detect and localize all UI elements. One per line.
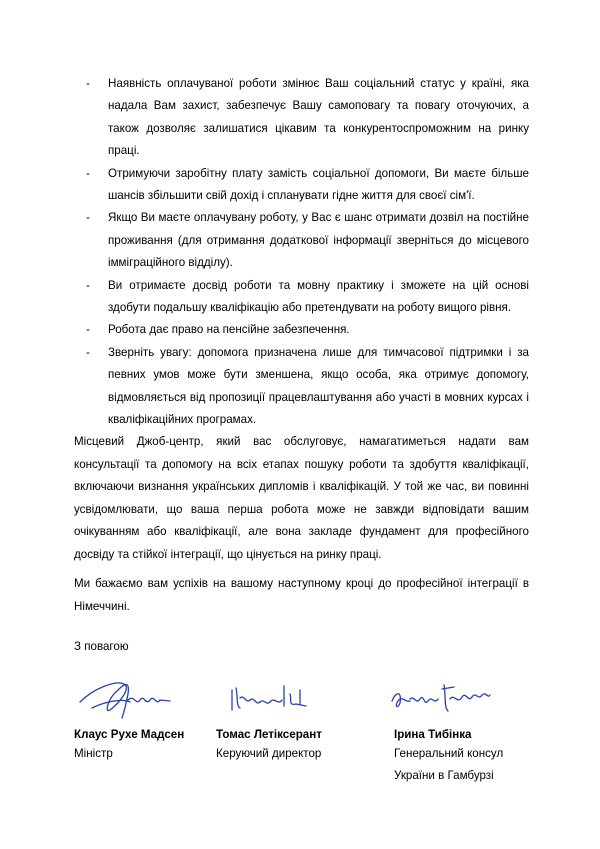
signatory-role: Міністр	[74, 747, 113, 760]
wishes-paragraph: Ми бажаємо вам успіхів на вашому наступному кроці до професійної інтеграції в Німеччині.	[74, 577, 529, 613]
bullet-dash: -	[86, 345, 90, 359]
signatory-name: Клаус Рухе Мадсен	[74, 728, 185, 741]
bullet-text: Ви отримаєте досвід роботи та мовну практику і зможете на цій основі здобути подальшу кваліфікацію або претендувати на роботу вищого рівня.	[108, 278, 529, 315]
bullet-text: Наявність оплачуваної роботи змінює Ваш соціальний статус у країні, яка надала Вам захист, забезпечує Вашу самоповагу та повагу оточуючих, а також дозволяє залишатися цікавим та конкурентоспроможним на ринку праці.	[108, 77, 529, 158]
bullet-text: Робота дає право на пенсійне забезпечення.	[108, 323, 350, 337]
signatory-role: Керуючий директор	[216, 747, 322, 760]
bullet-text: Якщо Ви маєте оплачувану роботу, у Вас є шанс отримати дозвіл на постійне проживання (для отримання додаткової інформації зверніться до місцевого імміграційного відділу).	[108, 211, 529, 270]
signature-letixerant-image	[226, 676, 316, 716]
bullet-dash: -	[86, 278, 90, 292]
closing-salutation: З повагою	[74, 640, 129, 653]
signatory-role: Генеральний консул	[394, 747, 504, 760]
benefits-list	[86, 73, 529, 432]
bullet-text: Отримуючи заробітну плату замість соціальної допомоги, Ви маєте більше шансів збільшити свій дохід і спланувати гідне життя для своєї сім'ї.	[108, 166, 529, 203]
list-item	[86, 342, 529, 432]
bullet-text: Зверніть увагу: допомога призначена лише для тимчасової підтримки і за певних умов може бути зменшена, якщо особа, яка отримує допомогу, відмовляється від пропозиції працевлаштування або участі в мовних курсах і кваліфікаційних програмах.	[108, 345, 529, 427]
bullet-dash: -	[86, 323, 90, 337]
signatory-name: Томас Летіксерант	[216, 728, 322, 741]
list-item	[86, 275, 529, 320]
signature-tybinka-image	[386, 677, 496, 719]
signature-madsen-image	[74, 672, 184, 720]
list-item	[86, 319, 529, 341]
list-item	[86, 73, 529, 163]
list-item	[86, 207, 529, 274]
signatory-name: Ірина Тибінка	[394, 728, 472, 741]
bullet-dash: -	[86, 166, 90, 180]
jobcenter-paragraph: Місцевий Джоб-центр, який вас обслуговує, намагатиметься надати вам консультації та допомогу на всіх етапах пошуку роботи та здобуття кваліфікації, включаючи визнання українських дипломів і кваліфікацій. У той же час, ви повинні усвідомлювати, що ваша перша робота може не завжди відповідати вашим очікуванням або кваліфікації, але вона закладе фундамент для професійного досвіду та стійкої інтеграції, що цінується на ринку праці.	[74, 435, 529, 561]
bullet-dash: -	[86, 211, 90, 225]
bullet-dash: -	[86, 77, 90, 90]
list-item	[86, 163, 529, 208]
signatory-role-line2: України в Гамбурзі	[394, 769, 494, 782]
